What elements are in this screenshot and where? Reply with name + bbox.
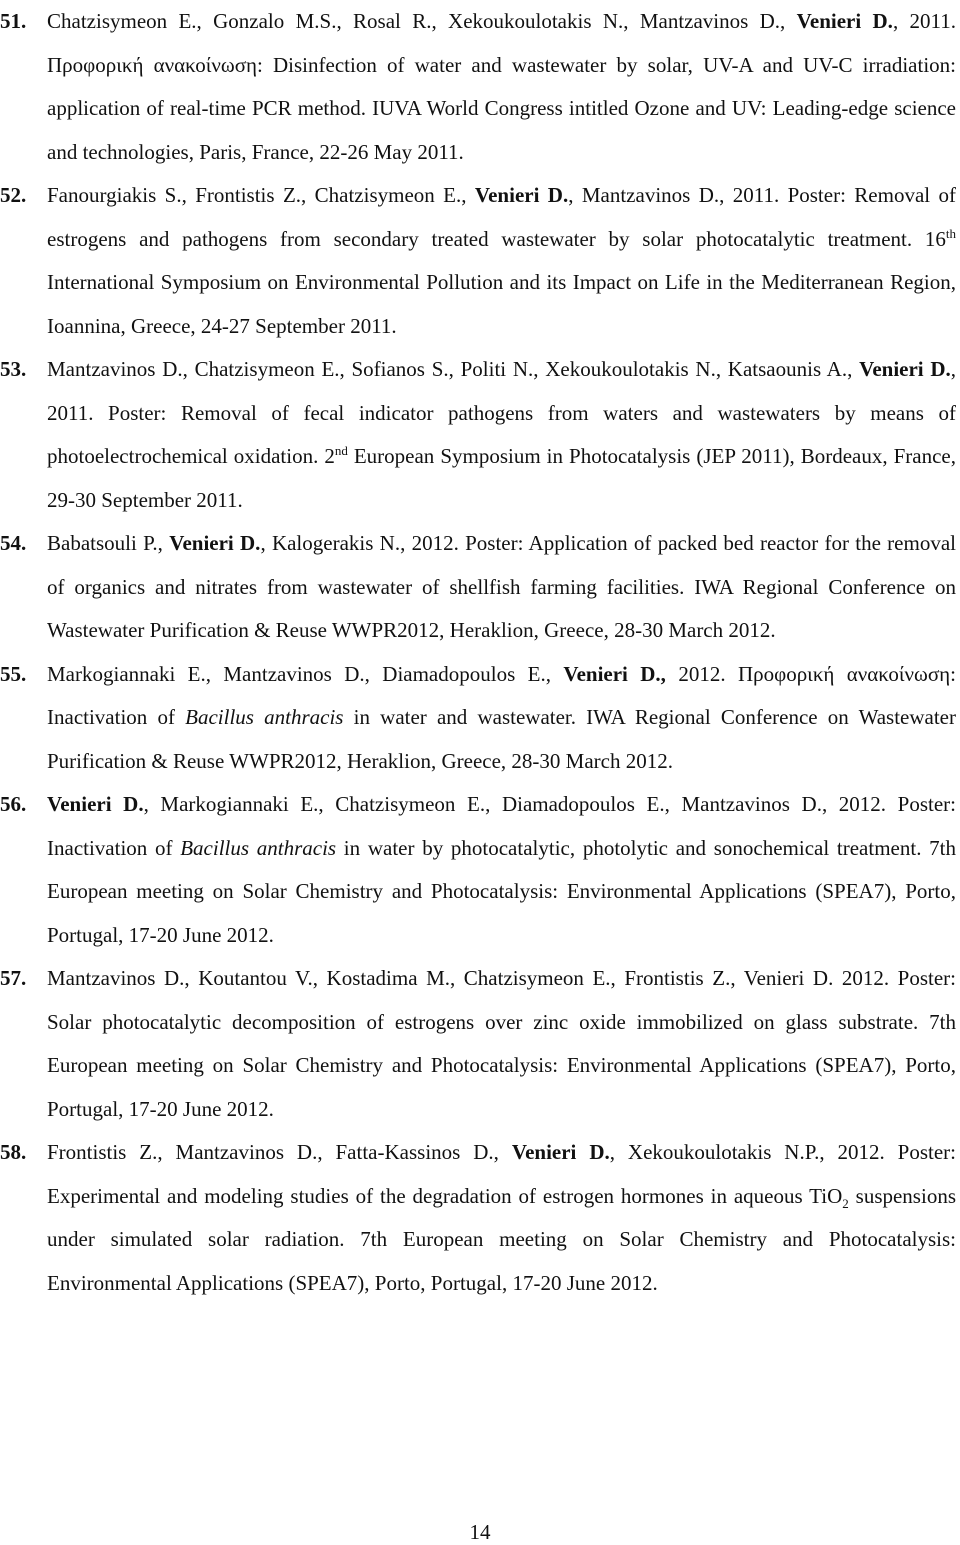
reference-text-part: , 2011. Poster: Removal of fecal indicator pathogens from waters and wastewaters by means of photoelectrochemical oxidation. 2	[47, 357, 957, 468]
highlighted-author: Venieri D.	[474, 183, 569, 207]
page-number: 14	[469, 1520, 491, 1544]
reference-text-part: , 2011. Προφορική ανακοίνωση: Disinfection of water and wastewater by solar, UV-A and UV-C irradiation: application of real-time PCR method. IUVA World Congress intitled Ozone and UV: Leading-edge science and technologies, Paris, France, 22-26 May 2011.	[47, 9, 956, 164]
reference-number: 51.	[0, 9, 27, 33]
reference-number: 54.	[0, 531, 27, 555]
reference-text-part: , Markogiannaki E., Chatzisymeon E., Diamadopoulos E., Mantzavinos D., 2012. Poster: Inactivation of	[47, 792, 956, 860]
reference-number: 57.	[0, 966, 27, 990]
reference-text-part: , Mantzavinos D., 2011. Poster: Removal of estrogens and pathogens from secondary treated wastewater by solar photocatalytic treatment. 16	[47, 183, 956, 251]
reference-text-part: Fanourgiakis S., Frontistis Z., Chatzisymeon E.,	[47, 183, 475, 207]
reference-number: 58.	[0, 1140, 27, 1164]
reference-item-58	[0, 1131, 960, 1305]
highlighted-author: Venieri D.	[511, 1140, 610, 1164]
reference-number: 52.	[0, 183, 27, 207]
reference-text-part: Mantzavinos D., Koutantou V., Kostadima M., Chatzisymeon E., Frontistis Z., Venieri D. 2012. Poster: Solar photocatalytic decomposition of estrogens over zinc oxide immobilized on glass substrate. 7th European meeting on Solar Chemistry and Photocatalysis: Environmental Applications (SPEA7), Porto, Portugal, 17-20 June 2012.	[47, 966, 956, 1121]
highlighted-author: Venieri D.	[859, 357, 951, 381]
highlighted-author: Venieri D.,	[563, 661, 666, 686]
reference-text-part: International Symposium on Environmental Pollution and its Impact on Life in the Mediterranean Region, Ioannina, Greece, 24-27 September 2011.	[47, 270, 956, 338]
reference-item-54	[0, 522, 960, 653]
reference-item-56	[0, 783, 960, 957]
reference-text-part: Markogiannaki E., Mantzavinos D., Diamadopoulos E.,	[47, 661, 564, 686]
ordinal-superscript: nd	[334, 443, 348, 458]
reference-text-part: in water and wastewater. IWA Regional Conference on Wastewater Purification & Reuse WWPR2012, Heraklion, Greece, 28-30 March 2012.	[47, 705, 956, 773]
reference-text-part: Mantzavinos D., Chatzisymeon E., Sofianos S., Politi N., Xekoukoulotakis N., Katsaounis A.,	[47, 357, 860, 381]
reference-number: 56.	[0, 792, 27, 816]
reference-text-part: 2012. Προφορική ανακοίνωση: Inactivation of	[47, 661, 957, 729]
reference-text-part: suspensions under simulated solar radiation. 7th European meeting on Solar Chemistry and Photocatalysis: Environmental Applications (SPEA7), Porto, Portugal, 17-20 June 2012.	[47, 1183, 956, 1295]
highlighted-author: Venieri D.	[796, 9, 893, 33]
reference-text-part: , Kalogerakis N., 2012. Poster: Application of packed bed reactor for the removal of organics and nitrates from wastewater of shellfish farming facilities. IWA Regional Conference on Wastewater Purification & Reuse WWPR2012, Heraklion, Greece, 28-30 March 2012.	[47, 531, 956, 642]
reference-item-55	[0, 653, 960, 784]
reference-text-part: European Symposium in Photocatalysis (JEP 2011), Bordeaux, France, 29-30 September 2011.	[47, 444, 957, 512]
chemical-subscript: 2	[842, 1195, 849, 1211]
reference-number: 55.	[0, 661, 27, 686]
species-name: Bacillus anthracis	[180, 835, 337, 860]
reference-item-53	[0, 348, 960, 522]
reference-text-part: , Xekoukoulotakis N.P., 2012. Poster: Experimental and modeling studies of the degradation of estrogen hormones in aqueous TiO	[47, 1140, 957, 1208]
reference-text-part: in water by photocatalytic, photolytic and sonochemical treatment. 7th European meeting on Solar Chemistry and Photocatalysis: Environmental Applications (SPEA7), Porto, Portugal, 17-20 June 2012.	[47, 835, 956, 947]
highlighted-author: Venieri D.	[169, 531, 261, 555]
reference-number: 53.	[0, 357, 27, 381]
reference-item-51	[0, 0, 960, 174]
reference-text-part: Babatsouli P.,	[47, 531, 170, 555]
ordinal-superscript: th	[945, 225, 956, 241]
highlighted-author: Venieri D.	[47, 792, 144, 816]
reference-item-57	[0, 957, 960, 1131]
reference-text-part: Chatzisymeon E., Gonzalo M.S., Rosal R., Xekoukoulotakis N., Mantzavinos D.,	[47, 9, 797, 33]
reference-text-part: Frontistis Z., Mantzavinos D., Fatta-Kassinos D.,	[47, 1140, 512, 1164]
species-name: Bacillus anthracis	[185, 705, 344, 729]
reference-item-52	[0, 174, 960, 348]
